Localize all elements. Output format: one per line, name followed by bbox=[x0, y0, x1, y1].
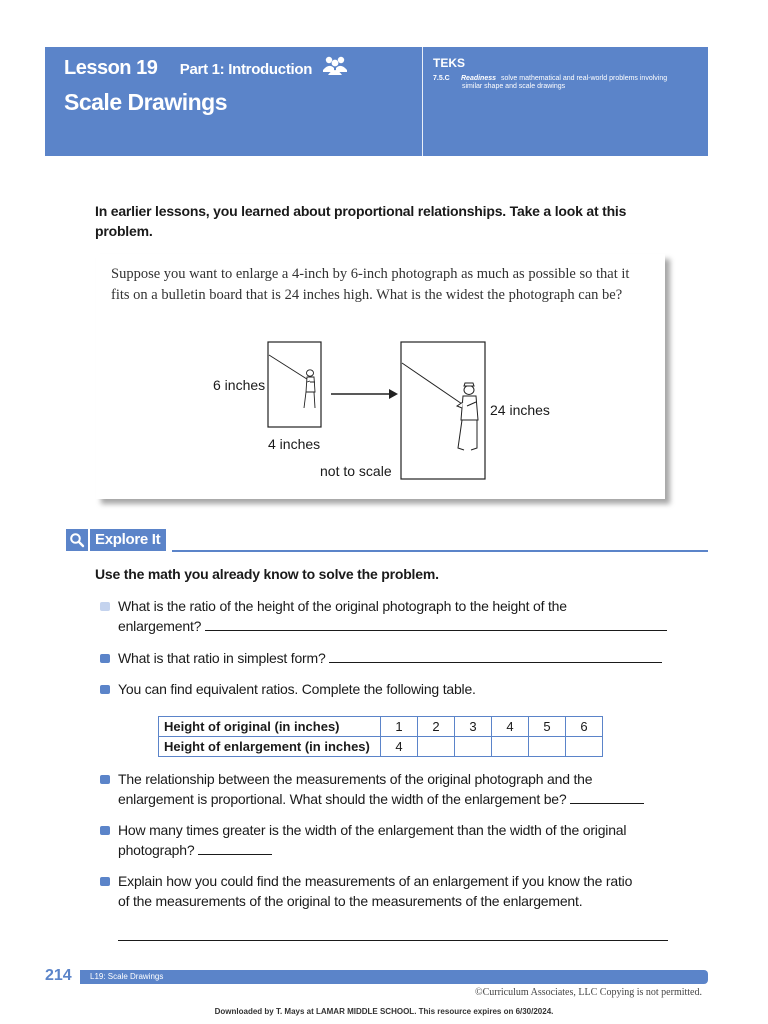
question-1-line-2 bbox=[118, 616, 670, 636]
explore-it-title: Explore It bbox=[90, 529, 166, 551]
question-3-text: You can find equivalent ratios. Complete the following table. bbox=[118, 681, 476, 697]
question-2 bbox=[100, 648, 670, 668]
table-cell-input[interactable] bbox=[418, 737, 455, 757]
teks-standard bbox=[433, 75, 703, 91]
bullet-icon bbox=[100, 602, 110, 611]
ratio-table bbox=[158, 716, 603, 757]
enlarge-arrow-head bbox=[389, 389, 398, 399]
question-4 bbox=[100, 769, 670, 809]
answer-blank-q5[interactable] bbox=[198, 840, 272, 855]
label-24-inches: 24 inches bbox=[490, 402, 550, 418]
explore-rule bbox=[172, 550, 708, 552]
label-6-inches: 6 inches bbox=[213, 377, 266, 393]
table-cell-input[interactable] bbox=[566, 737, 603, 757]
table-cell: 1 bbox=[381, 717, 418, 737]
row-header-enlargement: Height of enlargement (in inches) bbox=[159, 737, 381, 757]
teks-title: TEKS bbox=[433, 56, 466, 70]
table-cell: 4 bbox=[381, 737, 418, 757]
explore-it-tab bbox=[66, 529, 166, 551]
download-notice: Downloaded by T. Mays at LAMAR MIDDLE SCHOOL. This resource expires on 6/30/2024. bbox=[214, 1007, 554, 1016]
part-label: Part 1: Introduction bbox=[179, 61, 313, 78]
explore-lead: Use the math you already know to solve the problem. bbox=[95, 566, 439, 582]
question-6-line-2: of the measurements of the original to the measurements of the enlargement. bbox=[118, 893, 583, 909]
row-header-original: Height of original (in inches) bbox=[159, 717, 381, 737]
teks-description-line-1: solve mathematical and real-world problems involving bbox=[500, 75, 668, 82]
table-row bbox=[159, 717, 603, 737]
answer-blank-q1[interactable] bbox=[205, 616, 667, 631]
question-4-text-2: enlargement is proportional. What should the width of the enlargement be? bbox=[118, 791, 567, 807]
bullet-icon bbox=[100, 685, 110, 694]
teks-code: 7.5.C bbox=[433, 75, 450, 82]
question-4-line-2 bbox=[118, 789, 670, 809]
table-cell: 6 bbox=[566, 717, 603, 737]
teks-description-line-2: similar shape and scale drawings bbox=[462, 83, 566, 90]
lesson-title: Scale Drawings bbox=[64, 89, 228, 115]
lesson-line bbox=[64, 57, 349, 82]
question-1-text-2: enlargement? bbox=[118, 618, 202, 634]
question-4-line-1: The relationship between the measurements of the original photograph and the bbox=[118, 771, 593, 787]
table-row bbox=[159, 737, 603, 757]
label-4-inches: 4 inches bbox=[268, 436, 321, 452]
bullet-icon bbox=[100, 654, 110, 663]
question-2-line bbox=[118, 648, 670, 668]
label-not-to-scale: not to scale bbox=[320, 463, 392, 479]
question-2-text: What is that ratio in simplest form? bbox=[118, 650, 326, 666]
footer-bar bbox=[80, 970, 708, 984]
question-5-line-1: How many times greater is the width of the enlargement than the width of the original bbox=[118, 822, 627, 838]
answer-line-q6[interactable] bbox=[118, 940, 668, 941]
footer-lesson-label: L19: Scale Drawings bbox=[90, 972, 164, 981]
group-people-icon bbox=[321, 55, 349, 80]
problem-box bbox=[96, 254, 665, 499]
question-6-line-1: Explain how you could find the measurements of an enlargement if you know the ratio bbox=[118, 873, 633, 889]
problem-text: Suppose you want to enlarge a 4-inch by 6-inch photograph as much as possible so that it fits on a bulletin board that is 24 inches high. What is the widest the photograph can be? bbox=[111, 266, 630, 303]
lesson-number: Lesson 19 bbox=[64, 57, 158, 79]
answer-blank-q4[interactable] bbox=[570, 789, 644, 804]
bullet-icon bbox=[100, 826, 110, 835]
lesson-header-left bbox=[45, 47, 422, 156]
answer-blank-q2[interactable] bbox=[329, 648, 662, 663]
table-cell: 4 bbox=[492, 717, 529, 737]
question-6 bbox=[100, 871, 670, 911]
header-divider bbox=[422, 47, 423, 156]
question-1-line-1: What is the ratio of the height of the original photograph to the height of the bbox=[118, 598, 567, 614]
intro-text: In earlier lessons, you learned about proportional relationships. Take a look at this problem. bbox=[95, 203, 627, 239]
question-5-text-2: photograph? bbox=[118, 842, 195, 858]
question-1 bbox=[100, 596, 670, 636]
magnifier-icon bbox=[66, 529, 88, 551]
copyright-notice: ©Curriculum Associates, LLC Copying is not permitted. bbox=[474, 987, 702, 998]
question-5 bbox=[100, 820, 670, 860]
table-cell: 2 bbox=[418, 717, 455, 737]
question-3 bbox=[100, 679, 670, 699]
table-cell: 5 bbox=[529, 717, 566, 737]
table-cell-input[interactable] bbox=[455, 737, 492, 757]
question-5-line-2 bbox=[118, 840, 670, 860]
lesson-header bbox=[45, 47, 708, 156]
teks-readiness: Readiness bbox=[461, 75, 497, 82]
table-cell-input[interactable] bbox=[492, 737, 529, 757]
page-number: 214 bbox=[45, 967, 72, 984]
bullet-icon bbox=[100, 877, 110, 886]
table-cell-input[interactable] bbox=[529, 737, 566, 757]
bullet-icon bbox=[100, 775, 110, 784]
table-cell: 3 bbox=[455, 717, 492, 737]
